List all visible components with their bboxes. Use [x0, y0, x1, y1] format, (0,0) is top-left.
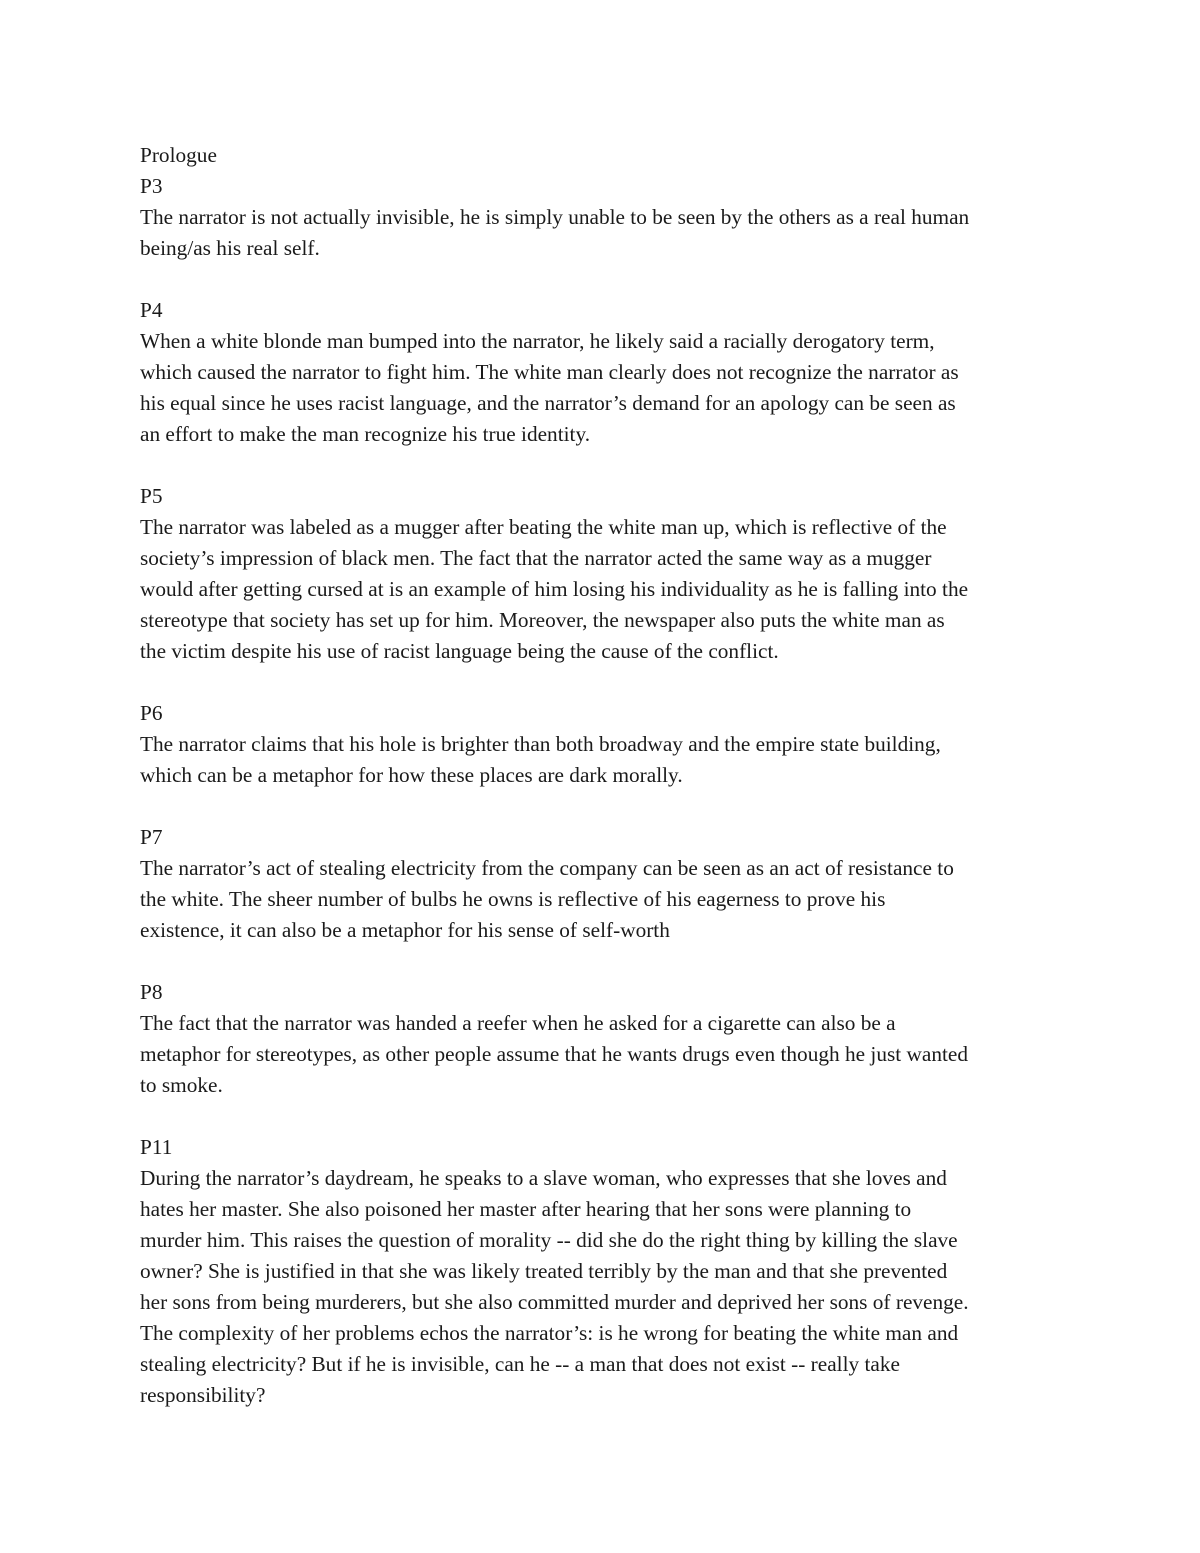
paragraph-gap	[140, 946, 1070, 977]
section-p8	[140, 977, 1070, 1101]
text-line: would after getting cursed at is an example of him losing his individuality as he is falling into the	[140, 577, 969, 601]
paragraph-gap	[140, 264, 1070, 295]
text-line: an effort to make the man recognize his true identity.	[140, 422, 591, 446]
text-line: The narrator was labeled as a mugger after beating the white man up, which is reflective of the	[140, 515, 947, 539]
text-line: During the narrator’s daydream, he speaks to a slave woman, who expresses that she loves and	[140, 1166, 947, 1190]
document-title: Prologue	[140, 143, 217, 167]
section-label: P5	[140, 484, 163, 508]
text-line: metaphor for stereotypes, as other people assume that he wants drugs even though he just wanted	[140, 1042, 968, 1066]
section-body	[140, 202, 1070, 264]
section-label: P4	[140, 298, 163, 322]
text-line: When a white blonde man bumped into the narrator, he likely said a racially derogatory term,	[140, 329, 935, 353]
text-line: the white. The sheer number of bulbs he owns is reflective of his eagerness to prove his	[140, 887, 886, 911]
section-p6	[140, 698, 1070, 791]
text-line: which can be a metaphor for how these places are dark morally.	[140, 763, 683, 787]
section-label: P3	[140, 174, 163, 198]
section-p11	[140, 1132, 1070, 1411]
section-p3	[140, 171, 1070, 264]
text-line: existence, it can also be a metaphor for his sense of self-worth	[140, 918, 670, 942]
text-line: responsibility?	[140, 1383, 266, 1407]
text-line: The fact that the narrator was handed a reefer when he asked for a cigarette can also be a	[140, 1011, 896, 1035]
sections-container	[140, 171, 1070, 1411]
text-line: his equal since he uses racist language, and the narrator’s demand for an apology can be seen as	[140, 391, 956, 415]
section-body	[140, 512, 1070, 667]
text-line: The complexity of her problems echos the narrator’s: is he wrong for beating the white man and	[140, 1321, 959, 1345]
section-label: P8	[140, 980, 163, 1004]
section-label: P6	[140, 701, 163, 725]
section-body	[140, 729, 1070, 791]
document-page	[140, 140, 1070, 1411]
section-p5	[140, 481, 1070, 667]
text-line: stealing electricity? But if he is invisible, can he -- a man that does not exist -- really take	[140, 1352, 900, 1376]
text-line: The narrator’s act of stealing electricity from the company can be seen as an act of resistance to	[140, 856, 954, 880]
section-body	[140, 853, 1070, 946]
text-line: The narrator claims that his hole is brighter than both broadway and the empire state building,	[140, 732, 941, 756]
section-body	[140, 326, 1070, 450]
text-line: stereotype that society has set up for him. Moreover, the newspaper also puts the white man as	[140, 608, 945, 632]
paragraph-gap	[140, 791, 1070, 822]
text-line: to smoke.	[140, 1073, 223, 1097]
text-line: being/as his real self.	[140, 236, 320, 260]
text-line: owner? She is justified in that she was likely treated terribly by the man and that she prevented	[140, 1259, 948, 1283]
section-label: P7	[140, 825, 163, 849]
paragraph-gap	[140, 450, 1070, 481]
section-body	[140, 1163, 1070, 1411]
paragraph-gap	[140, 667, 1070, 698]
section-label: P11	[140, 1135, 173, 1159]
paragraph-gap	[140, 1101, 1070, 1132]
text-line: murder him. This raises the question of morality -- did she do the right thing by killing the slave	[140, 1228, 958, 1252]
text-line: society’s impression of black men. The fact that the narrator acted the same way as a mugger	[140, 546, 932, 570]
section-p4	[140, 295, 1070, 450]
text-line: the victim despite his use of racist language being the cause of the conflict.	[140, 639, 779, 663]
text-line: hates her master. She also poisoned her master after hearing that her sons were planning to	[140, 1197, 912, 1221]
section-p7	[140, 822, 1070, 946]
text-line: her sons from being murderers, but she also committed murder and deprived her sons of revenge.	[140, 1290, 969, 1314]
text-line: which caused the narrator to fight him. The white man clearly does not recognize the narrator as	[140, 360, 959, 384]
text-line: The narrator is not actually invisible, he is simply unable to be seen by the others as a real human	[140, 205, 970, 229]
section-body	[140, 1008, 1070, 1101]
